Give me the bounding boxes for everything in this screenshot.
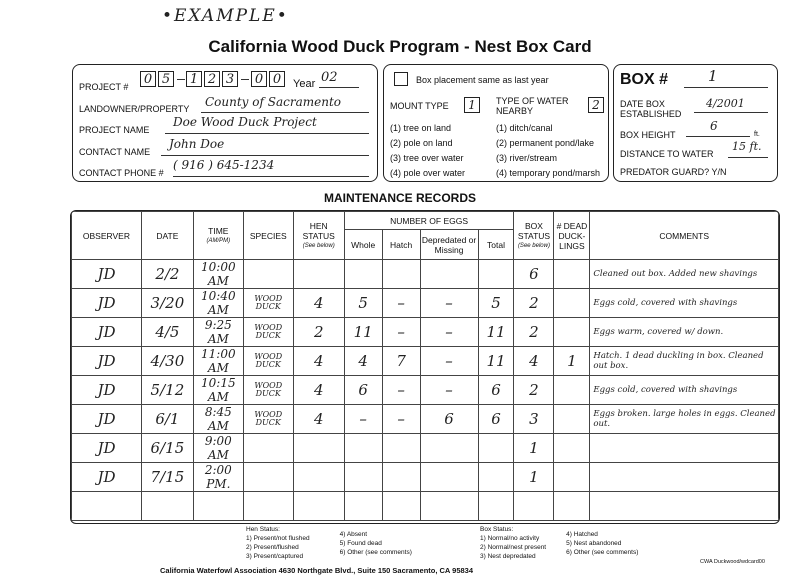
cell-dead [554,405,590,434]
maintenance-table [71,211,779,521]
header-species: SPECIES [243,212,293,260]
established-label: DATE BOX ESTABLISHED [620,99,682,119]
table-row [72,347,779,376]
cell-comments: Eggs warm, covered w/ down. [590,318,779,347]
cell-date: 6/15 [141,434,193,463]
cell-time: 9:00 AM [193,434,243,463]
water-type-value: 2 [588,97,604,113]
cell-species: WOOD DUCK [243,347,293,376]
established-value: 4/2001 [706,97,745,110]
maintenance-table-frame [70,210,780,524]
project-digit: 3 [222,71,238,87]
cell-hatch: 7 [382,347,420,376]
cell-box: 1 [514,463,554,492]
cell-box [514,492,554,521]
cell-hatch [382,463,420,492]
cell-dead [554,463,590,492]
hen-status-legend [246,525,412,561]
header-time [193,212,243,260]
hen-legend-item: 4) Absent [339,531,368,538]
maintenance-title: MAINTENANCE RECORDS [323,191,476,205]
cell-dep: – [420,376,478,405]
cell-comments: Eggs cold, covered with shavings [590,289,779,318]
box-legend-item: 6) Other (see comments) [566,549,639,556]
header-dead-ducklings: # DEAD DUCK-LINGS [554,212,590,260]
cell-box: 2 [514,289,554,318]
header-hatch: Hatch [382,230,420,260]
mount-option: (2) pole on land [390,138,453,148]
landowner-line [201,112,369,113]
cell-dead [554,376,590,405]
placement-label: Box placement same as last year [416,75,549,85]
table-row [72,463,779,492]
page-title: California Wood Duck Program - Nest Box Card [208,37,592,56]
project-label: PROJECT # [79,82,129,92]
box-status-legend [480,525,638,561]
cell-observer [72,492,142,521]
cell-time: 11:00 AM [193,347,243,376]
hen-legend-item: 5) Found dead [339,540,382,547]
cell-total: 11 [478,347,514,376]
cell-whole: – [344,405,382,434]
year-value: 02 [321,70,338,85]
cell-hatch: – [382,376,420,405]
height-label: BOX HEIGHT [620,130,676,140]
water-option: (3) river/stream [496,153,558,163]
table-row [72,492,779,521]
project-dash [241,79,249,80]
cell-dep [420,463,478,492]
box-legend-title: Box Status: [480,526,514,533]
hen-legend-title: Hen Status: [246,526,280,533]
cell-total: 6 [478,376,514,405]
cell-species: WOOD DUCK [243,376,293,405]
table-row [72,405,779,434]
header-observer: OBSERVER [72,212,142,260]
cell-observer: JD [72,260,142,289]
box-info-section [613,64,778,182]
cell-box: 6 [514,260,554,289]
cell-total [478,260,514,289]
water-option: (4) temporary pond/marsh [496,168,601,178]
cell-observer: JD [72,405,142,434]
header-depredated: Depredated or Missing [420,230,478,260]
cell-date: 5/12 [141,376,193,405]
cell-whole: 4 [344,347,382,376]
cell-time: 10:40 AM [193,289,243,318]
distance-value: 15 ft. [732,140,762,153]
water-type-label: TYPE OF WATER NEARBY [496,96,569,116]
box-legend-item: 5) Nest abandoned [566,540,622,547]
cell-hen [293,260,344,289]
header-hen-label: HEN STATUS [302,220,335,241]
cell-comments: Eggs cold, covered with shavings [590,376,779,405]
table-row [72,434,779,463]
cell-dep: – [420,289,478,318]
placement-checkbox[interactable] [394,72,408,86]
cell-observer: JD [72,463,142,492]
cell-comments: Hatch. 1 dead duckling in box. Cleaned out box. [590,347,779,376]
header-hen-sub: (See below) [302,242,335,249]
project-digit: 5 [158,71,174,87]
distance-line [728,157,768,158]
cell-observer: JD [72,434,142,463]
header-whole: Whole [344,230,382,260]
box-legend-item: 4) Hatched [566,531,598,538]
cell-hatch [382,260,420,289]
cell-dep [420,434,478,463]
predator-guard-label: PREDATOR GUARD? Y/N [620,167,727,177]
cell-hatch [382,492,420,521]
cell-dead [554,492,590,521]
cell-total [478,492,514,521]
cell-hatch: – [382,318,420,347]
contact-name-line [161,155,369,156]
cell-whole [344,434,382,463]
water-option: (1) ditch/canal [496,123,553,133]
cell-dead [554,289,590,318]
cell-species [243,260,293,289]
cell-dep: – [420,347,478,376]
year-line [319,87,359,88]
cell-time: 10:00 AM [193,260,243,289]
cell-total: 5 [478,289,514,318]
cell-species [243,492,293,521]
cell-total: 11 [478,318,514,347]
cell-dead [554,434,590,463]
cell-date: 4/30 [141,347,193,376]
cell-comments [590,492,779,521]
year-label: Year [293,78,316,90]
cell-date [141,492,193,521]
cell-hen: 4 [293,289,344,318]
header-box-sub: (See below) [517,242,550,249]
cell-time: 10:15 AM [193,376,243,405]
table-row [72,318,779,347]
height-unit: ft. [754,131,760,138]
height-value: 6 [710,119,718,133]
project-dash [177,79,185,80]
cell-species [243,463,293,492]
cell-total: 6 [478,405,514,434]
example-stamp: •EXAMPLE• [162,6,289,26]
project-digit: 0 [251,71,267,87]
established-line [694,112,768,113]
cell-whole [344,260,382,289]
mount-section [383,64,609,182]
cell-observer: JD [72,347,142,376]
table-row [72,289,779,318]
cell-time: 2:00 PM. [193,463,243,492]
height-line [686,136,750,137]
hen-legend-item: 1) Present/not flushed [246,535,310,542]
header-box-label: BOX STATUS [517,220,551,241]
cell-dead [554,260,590,289]
cell-species: WOOD DUCK [243,405,293,434]
cell-species: WOOD DUCK [243,318,293,347]
cell-comments: Cleaned out box. Added new shavings [590,260,779,289]
hen-legend-item: 3) Present/captured [246,553,304,560]
contact-phone-value: ( 916 ) 645-1234 [173,158,275,172]
form-id: CWA Duckwood/wdcard00 [700,559,765,565]
cell-hen: 4 [293,347,344,376]
water-option: (2) permanent pond/lake [496,138,595,148]
cell-date: 7/15 [141,463,193,492]
cell-dead [554,318,590,347]
cell-whole [344,492,382,521]
contact-phone-label: CONTACT PHONE # [79,168,164,178]
cell-box: 2 [514,318,554,347]
mount-type-label: MOUNT TYPE [390,101,449,111]
cell-dead: 1 [554,347,590,376]
box-legend-item: 3) Nest depredated [480,553,536,560]
box-number-value: 1 [708,67,718,85]
cell-whole: 5 [344,289,382,318]
cell-whole: 6 [344,376,382,405]
cell-species [243,434,293,463]
footer-address: California Waterfowl Association 4630 Northgate Blvd., Suite 150 Sacramento, CA 95834 [160,566,474,575]
hen-legend-item: 6) Other (see comments) [339,549,412,556]
cell-dep: – [420,318,478,347]
table-row [72,376,779,405]
cell-hen: 2 [293,318,344,347]
cell-date: 3/20 [141,289,193,318]
cell-hatch: – [382,405,420,434]
header-total: Total [478,230,514,260]
box-number-label: BOX # [620,71,669,88]
project-digit: 2 [204,71,220,87]
cell-observer: JD [72,289,142,318]
mount-type-value: 1 [464,97,480,113]
cell-comments: Eggs broken. large holes in eggs. Cleaned out. [590,405,779,434]
distance-label: DISTANCE TO WATER [620,149,714,159]
cell-comments [590,434,779,463]
header-box-status [514,212,554,260]
cell-dep [420,260,478,289]
cell-hatch: – [382,289,420,318]
project-digit: 1 [186,71,202,87]
cell-species: WOOD DUCK [243,289,293,318]
cell-time [193,492,243,521]
cell-hen [293,434,344,463]
mount-option: (1) tree on land [390,123,452,133]
cell-box: 1 [514,434,554,463]
project-digit: 0 [269,71,285,87]
cell-date: 6/1 [141,405,193,434]
cell-whole: 11 [344,318,382,347]
header-eggs: NUMBER OF EGGS [344,212,514,230]
project-name-value: Doe Wood Duck Project [173,115,317,129]
cell-total [478,434,514,463]
contact-name-label: CONTACT NAME [79,147,151,157]
mount-option: (3) tree over water [390,153,464,163]
cell-dep [420,492,478,521]
contact-name-value: John Doe [169,137,225,151]
box-number-line [684,87,768,88]
cell-total [478,463,514,492]
project-section [72,64,378,182]
cell-hen: 4 [293,376,344,405]
project-number [186,71,238,87]
cell-time: 9:25 AM [193,318,243,347]
cell-hen [293,463,344,492]
cell-dep: 6 [420,405,478,434]
cell-hen: 4 [293,405,344,434]
cell-time: 8:45 AM [193,405,243,434]
cell-box: 2 [514,376,554,405]
header-date: DATE [141,212,193,260]
cell-hatch [382,434,420,463]
cell-whole [344,463,382,492]
hen-legend-item: 2) Present/flushed [246,544,299,551]
cell-box: 4 [514,347,554,376]
header-time-label: TIME [208,225,229,236]
cell-observer: JD [72,376,142,405]
project-digit: 0 [140,71,156,87]
project-name-line [165,133,369,134]
project-number [140,71,174,87]
landowner-value: County of Sacramento [205,95,342,109]
box-legend-item: 1) Normal/no activity [480,535,540,542]
cell-box: 3 [514,405,554,434]
cell-date: 4/5 [141,318,193,347]
cell-hen [293,492,344,521]
cell-observer: JD [72,318,142,347]
mount-option: (4) pole over water [390,168,466,178]
project-number [251,71,285,87]
project-name-label: PROJECT NAME [79,125,150,135]
landowner-label: LANDOWNER/PROPERTY [79,104,190,114]
contact-phone-line [173,176,369,177]
table-row [72,260,779,289]
box-legend-item: 2) Normal/nest present [480,544,547,551]
header-time-sub: (AM/PM) [206,237,231,244]
cell-date: 2/2 [141,260,193,289]
cell-comments [590,463,779,492]
header-comments: COMMENTS [590,212,779,260]
header-hen-status [293,212,344,260]
